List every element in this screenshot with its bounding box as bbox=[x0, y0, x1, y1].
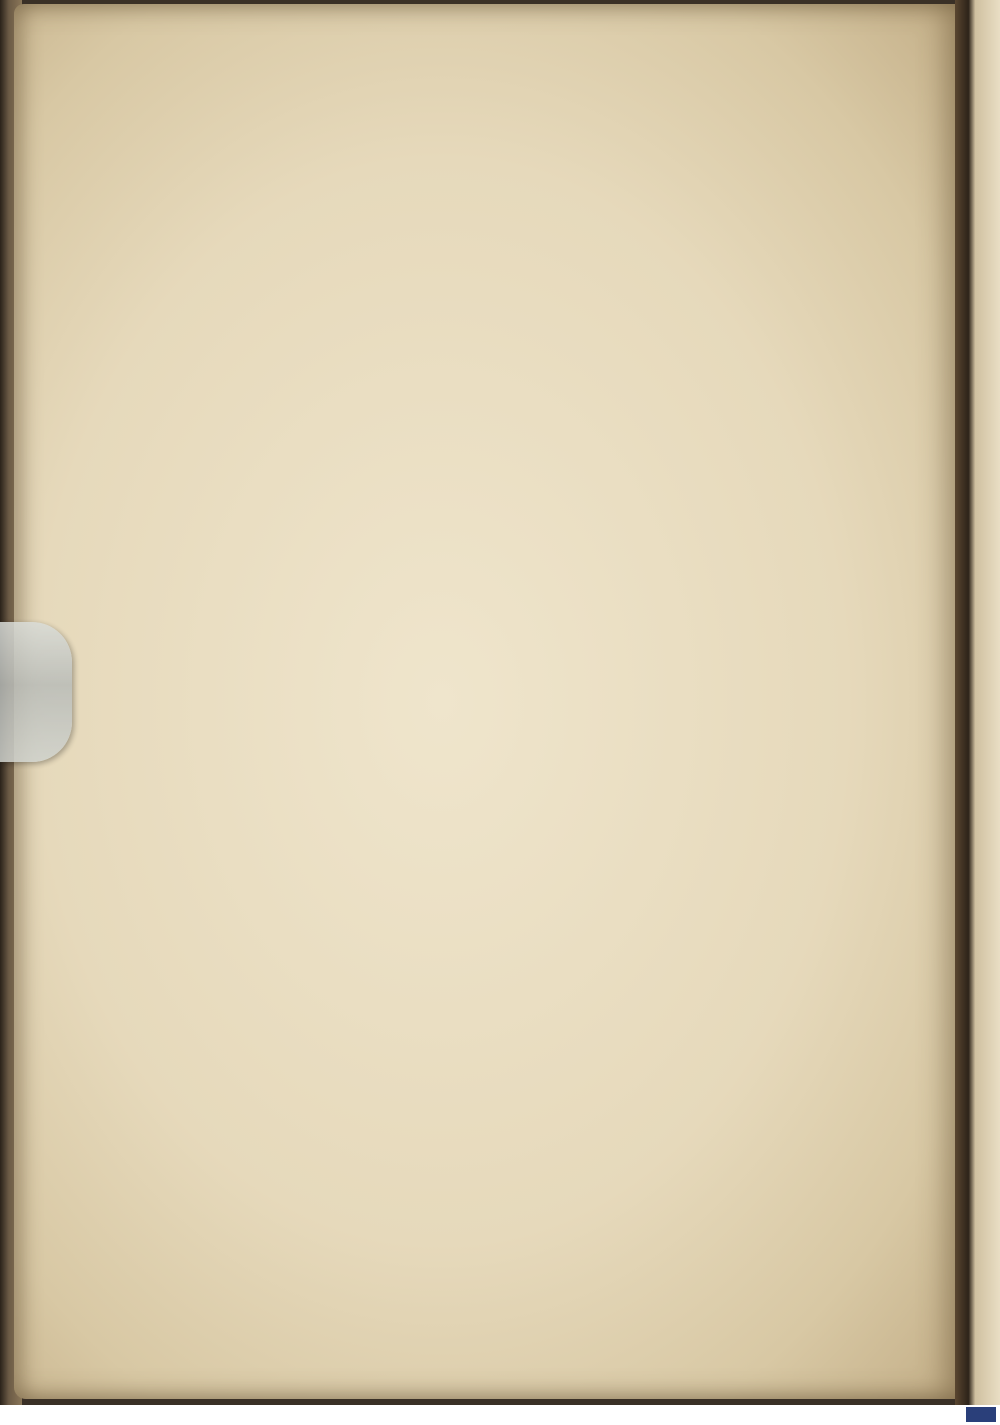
interlinear-gloss bbox=[228, 110, 888, 132]
page-clip bbox=[0, 622, 72, 762]
book-gutter bbox=[955, 0, 1000, 1405]
dfg-logo bbox=[966, 1407, 996, 1422]
digitization-footer bbox=[0, 1405, 1000, 1425]
interlinear-gloss bbox=[228, 224, 888, 246]
main-text-block bbox=[228, 110, 888, 281]
verse-line bbox=[228, 246, 888, 281]
verse-line bbox=[228, 189, 888, 224]
interlinear-gloss bbox=[228, 167, 888, 189]
verse-line bbox=[228, 132, 888, 167]
